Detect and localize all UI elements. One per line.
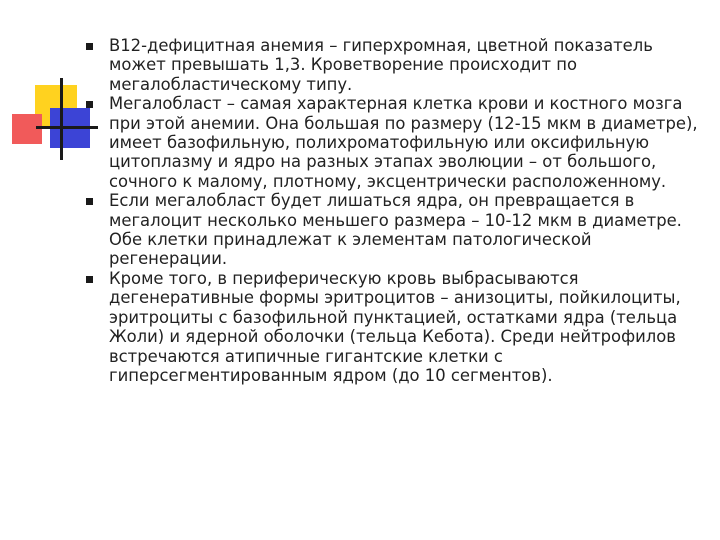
decorative-red-square (12, 114, 42, 144)
bullet-item (86, 269, 698, 385)
bullet-text: Кроме того, в периферическую кровь выбрасываются дегенеративные формы эритроцитов – анизоциты, пойкилоциты, эритроциты с базофильной пунктацией, остатками ядра (тельца Жоли) и ядерной оболочки (тельца Кебота). Среди нейтрофилов встречаются атипичные гигантские клетки с гиперсегментированным ядром (до 10 сегментов). (109, 268, 681, 385)
decorative-vertical-line (60, 78, 63, 160)
bullet-text: Если мегалобласт будет лишаться ядра, он превращается в мегалоцит несколько меньшего размера – 10-12 мкм в диаметре. Обе клетки принадлежат к элементам патологической регенерации. (109, 191, 682, 269)
bullet-text: B12-дефицитная анемия – гиперхромная, цветной показатель может превышать 1,3. Кроветворение происходит по мегалобластическому типу. (109, 36, 653, 94)
bullet-square-icon (86, 101, 93, 108)
bullet-square-icon (86, 43, 93, 50)
bullet-text: Мегалобласт – самая характерная клетка крови и костного мозга при этой анемии. Она большая по размеру (12-15 мкм в диаметре), имеет базофильную, полихроматофильную или оксифильную цитоплазму и ядро на разных этапах эволюции – от большого, сочного к малому, плотному, эксцентрически расположенному. (109, 94, 698, 191)
bullet-item (86, 36, 698, 94)
bullet-list (86, 36, 698, 385)
bullet-item (86, 191, 698, 269)
bullet-square-icon (86, 198, 93, 205)
bullet-item (86, 94, 698, 191)
slide-content (86, 36, 698, 385)
bullet-square-icon (86, 276, 93, 283)
